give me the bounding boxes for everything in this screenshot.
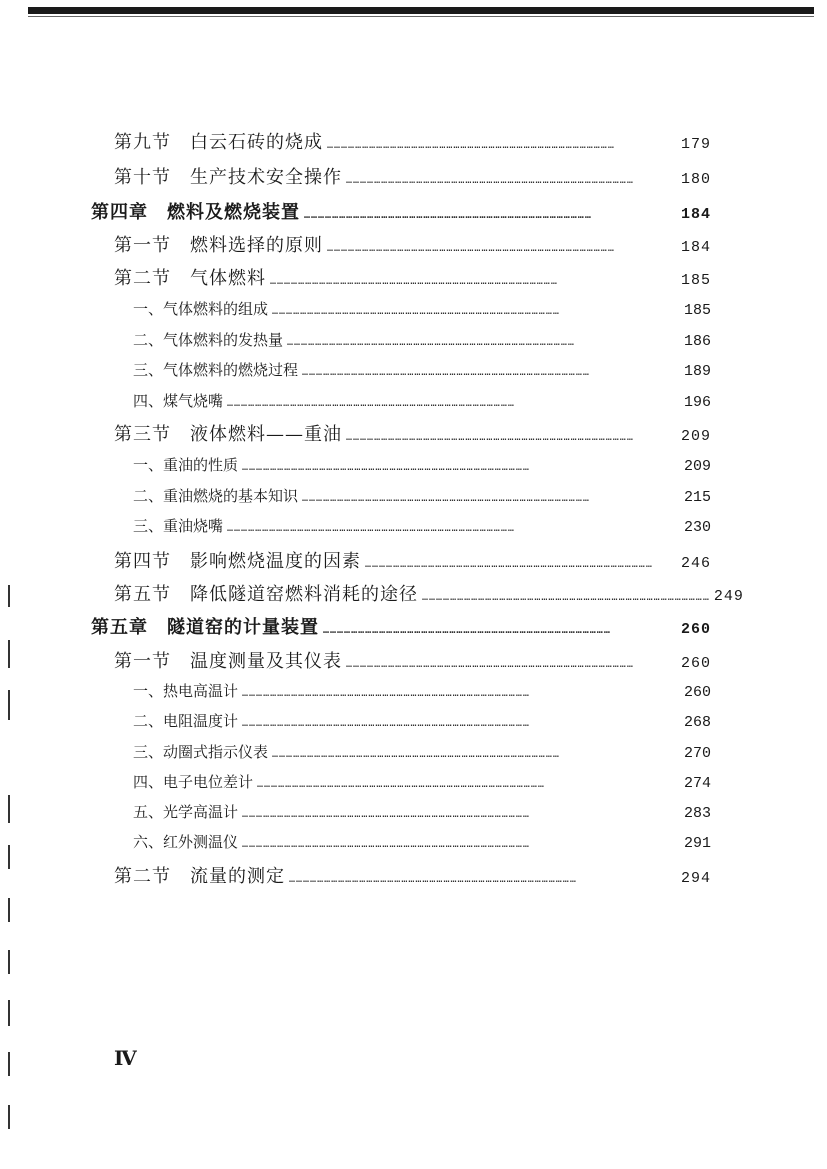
toc-entry-label: 第五章 隧道窑的计量装置 bbox=[91, 617, 319, 638]
toc-entry-label: 第十节 生产技术安全操作 bbox=[114, 167, 342, 188]
toc-entry-page: 283 bbox=[683, 805, 711, 822]
toc-entry bbox=[114, 163, 711, 189]
toc-entry bbox=[91, 198, 711, 224]
toc-leader-dots: …………………………………………………………………………………………………………… bbox=[346, 432, 634, 443]
toc-entry-page: 186 bbox=[683, 333, 711, 350]
toc-entry-label: 四、煤气烧嘴 bbox=[133, 392, 224, 410]
scan-edge-mark bbox=[8, 1052, 10, 1076]
toc-leader-dots: …………………………………………………………………………………………………………… bbox=[242, 462, 530, 473]
toc-entry-page: 294 bbox=[680, 870, 711, 887]
toc-entry-label: 三、气体燃料的燃烧过程 bbox=[133, 361, 299, 379]
toc-entry-label: 二、电阻温度计 bbox=[133, 712, 239, 730]
toc-entry-page: 185 bbox=[683, 302, 711, 319]
toc-entry-label: 一、热电高温计 bbox=[133, 682, 239, 700]
toc-entry-page: 209 bbox=[680, 428, 711, 445]
toc-entry bbox=[133, 359, 711, 380]
toc-leader-dots: …………………………………………………………………………………………………………… bbox=[365, 559, 653, 570]
toc-entry-page: 260 bbox=[683, 684, 711, 701]
toc-entry-label: 三、动圈式指示仪表 bbox=[133, 743, 269, 761]
toc-entry-label: 五、光学高温计 bbox=[133, 803, 239, 821]
scan-edge-mark bbox=[8, 690, 10, 720]
toc-leader-dots: …………………………………………………………………………………………………………… bbox=[323, 625, 611, 636]
toc-leader-dots: …………………………………………………………………………………………………………… bbox=[302, 493, 590, 504]
toc-entry-page: 196 bbox=[683, 394, 711, 411]
toc-entry-page: 291 bbox=[683, 835, 711, 852]
toc-entry-label: 第三节 液体燃料——重油 bbox=[114, 424, 342, 445]
toc-leader-dots: …………………………………………………………………………………………………………… bbox=[242, 809, 530, 820]
toc-leader-dots: …………………………………………………………………………………………………………… bbox=[227, 398, 515, 409]
toc-leader-dots: …………………………………………………………………………………………………………… bbox=[257, 779, 545, 790]
toc-entry bbox=[133, 298, 711, 319]
toc-entry-page: 179 bbox=[680, 136, 711, 153]
toc-entry-page: 184 bbox=[680, 206, 711, 223]
toc-entry-page: 185 bbox=[680, 272, 711, 289]
scan-edge-mark bbox=[8, 585, 10, 607]
scan-edge-mark bbox=[8, 1105, 10, 1129]
toc-entry bbox=[133, 329, 711, 350]
scan-edge-mark bbox=[8, 640, 10, 668]
toc-entry-page: 189 bbox=[683, 363, 711, 380]
toc-entry-label: 三、重油烧嘴 bbox=[133, 517, 224, 535]
page-number: Ⅳ bbox=[114, 1046, 137, 1070]
toc-leader-dots: …………………………………………………………………………………………………………… bbox=[346, 175, 634, 186]
toc-entry-page: 260 bbox=[680, 655, 711, 672]
top-border-rule bbox=[28, 7, 814, 14]
toc-entry-label: 四、电子电位差计 bbox=[133, 773, 254, 791]
toc-entry-page: 215 bbox=[683, 489, 711, 506]
toc-entry-label: 一、重油的性质 bbox=[133, 456, 239, 474]
toc-entry bbox=[114, 128, 711, 154]
toc-entry bbox=[114, 231, 711, 257]
toc-leader-dots: …………………………………………………………………………………………………………… bbox=[227, 523, 515, 534]
toc-leader-dots: …………………………………………………………………………………………………………… bbox=[327, 243, 615, 254]
top-border-rule-thin bbox=[28, 16, 814, 17]
toc-entry-label: 第一节 温度测量及其仪表 bbox=[114, 651, 342, 672]
toc-entry bbox=[114, 862, 711, 888]
toc-leader-dots: …………………………………………………………………………………………………………… bbox=[302, 367, 590, 378]
toc-entry bbox=[133, 831, 711, 852]
toc-leader-dots: …………………………………………………………………………………………………………… bbox=[242, 718, 530, 729]
toc-leader-dots: …………………………………………………………………………………………………………… bbox=[272, 306, 560, 317]
toc-entry-page: 184 bbox=[680, 239, 711, 256]
toc-entry-label: 第二节 气体燃料 bbox=[114, 268, 266, 289]
toc-entry bbox=[133, 680, 711, 701]
toc-entry-label: 第九节 白云石砖的烧成 bbox=[114, 132, 323, 153]
toc-leader-dots: …………………………………………………………………………………………………………… bbox=[272, 749, 560, 760]
toc-entry-label: 第四章 燃料及燃烧装置 bbox=[91, 202, 300, 223]
toc-entry-page: 270 bbox=[683, 745, 711, 762]
toc-entry bbox=[114, 547, 711, 573]
scan-edge-mark bbox=[8, 898, 10, 922]
toc-entry bbox=[133, 485, 711, 506]
toc-entry-label: 二、气体燃料的发热量 bbox=[133, 331, 284, 349]
toc-leader-dots: …………………………………………………………………………………………………………… bbox=[242, 688, 530, 699]
toc-entry-label: 六、红外测温仪 bbox=[133, 833, 239, 851]
toc-entry-label: 第四节 影响燃烧温度的因素 bbox=[114, 551, 361, 572]
toc-leader-dots: …………………………………………………………………………………………………………… bbox=[346, 659, 634, 670]
toc-leader-dots: …………………………………………………………………………………………………………… bbox=[422, 592, 710, 603]
toc-entry-page: 180 bbox=[680, 171, 711, 188]
toc-entry bbox=[133, 515, 711, 536]
toc-entry-label: 二、重油燃烧的基本知识 bbox=[133, 487, 299, 505]
toc-leader-dots: …………………………………………………………………………………………………………… bbox=[242, 839, 530, 850]
toc-entry-page: 274 bbox=[683, 775, 711, 792]
toc-leader-dots: …………………………………………………………………………………………………………… bbox=[287, 337, 575, 348]
toc-entry bbox=[114, 264, 711, 290]
toc-leader-dots: …………………………………………………………………………………………………………… bbox=[289, 874, 577, 885]
toc-entry bbox=[114, 420, 711, 446]
toc-entry-label: 第一节 燃料选择的原则 bbox=[114, 235, 323, 256]
toc-entry bbox=[91, 613, 711, 639]
toc-entry bbox=[114, 647, 711, 673]
toc-entry-page: 246 bbox=[680, 555, 711, 572]
scan-edge-mark bbox=[8, 1000, 10, 1026]
toc-entry-page: 260 bbox=[680, 621, 711, 638]
toc-entry-page: 268 bbox=[683, 714, 711, 731]
toc-entry-label: 一、气体燃料的组成 bbox=[133, 300, 269, 318]
scan-edge-mark bbox=[8, 795, 10, 823]
toc-entry-page: 209 bbox=[683, 458, 711, 475]
toc-entry bbox=[133, 390, 711, 411]
toc-leader-dots: …………………………………………………………………………………………………………… bbox=[327, 140, 615, 151]
toc-leader-dots: …………………………………………………………………………………………………………… bbox=[304, 210, 592, 221]
toc-leader-dots: …………………………………………………………………………………………………………… bbox=[270, 276, 558, 287]
toc-entry-label: 第二节 流量的测定 bbox=[114, 866, 285, 887]
scan-edge-mark bbox=[8, 845, 10, 869]
toc-entry-label: 第五节 降低隧道窑燃料消耗的途径 bbox=[114, 584, 418, 605]
toc-entry bbox=[133, 741, 711, 762]
toc-entry bbox=[133, 454, 711, 475]
toc-entry bbox=[133, 771, 711, 792]
toc-entry-page: 230 bbox=[683, 519, 711, 536]
toc-entry bbox=[114, 580, 744, 606]
toc-entry bbox=[133, 801, 711, 822]
scan-edge-mark bbox=[8, 950, 10, 974]
toc-entry bbox=[133, 710, 711, 731]
toc-entry-page: 249 bbox=[713, 588, 744, 605]
